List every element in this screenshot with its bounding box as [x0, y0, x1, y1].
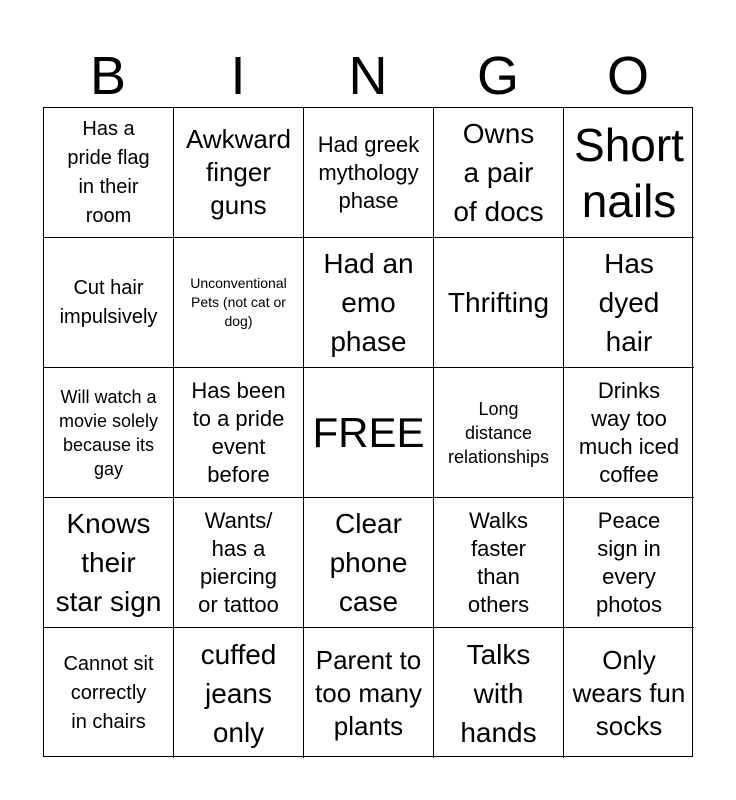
cell-text: FREE: [312, 408, 425, 456]
bingo-cell-g3[interactable]: [434, 368, 564, 498]
bingo-cell-b3[interactable]: [44, 368, 174, 498]
header-letter-o: O: [606, 46, 649, 106]
cell-text: Has dyed hair: [598, 248, 660, 357]
bingo-cell-i2[interactable]: [174, 238, 304, 368]
bingo-cell-o4[interactable]: [564, 498, 694, 628]
header-letter-g: G: [476, 46, 519, 106]
cell-text: Clear phone case: [329, 508, 408, 617]
bingo-cell-g2[interactable]: [434, 238, 564, 368]
cell-text: Wants/ has a piercing or tattoo: [198, 507, 279, 617]
bingo-cell-o2[interactable]: [564, 238, 694, 368]
cell-text: Thrifting: [447, 287, 550, 318]
bingo-cell-g1[interactable]: [434, 108, 564, 238]
bingo-cell-b4[interactable]: [44, 498, 174, 628]
cell-text: Only wears fun socks: [572, 644, 686, 741]
bingo-cell-n5[interactable]: [304, 628, 434, 758]
cell-text: Talks with hands: [460, 638, 537, 748]
header-letter-i: I: [230, 46, 246, 106]
bingo-cell-g5[interactable]: [434, 628, 564, 758]
cell-text: Walks faster than others: [467, 507, 530, 617]
cell-text: Cannot sit correctly in chairs: [63, 652, 154, 733]
cell-text: Cut hair impulsively: [59, 276, 158, 328]
bingo-cell-b5[interactable]: [44, 628, 174, 758]
bingo-board: [43, 107, 693, 757]
cell-text: Owns a pair of docs: [453, 118, 544, 227]
bingo-cell-free[interactable]: [304, 368, 434, 498]
bingo-cell-i4[interactable]: [174, 498, 304, 628]
bingo-cell-n2[interactable]: [304, 238, 434, 368]
cell-text: Will watch a movie solely because its gay: [58, 386, 159, 479]
bingo-header: [43, 44, 693, 108]
bingo-cell-o3[interactable]: [564, 368, 694, 498]
cell-text: Had an emo phase: [323, 248, 414, 357]
bingo-cell-i3[interactable]: [174, 368, 304, 498]
bingo-cell-o1[interactable]: [564, 108, 694, 238]
cell-text: Short nails: [574, 118, 684, 227]
cell-text: Drinks way too much iced coffee: [578, 377, 680, 487]
header-letter-b: B: [89, 46, 127, 106]
cell-text: Has a pride flag in their room: [67, 117, 150, 227]
cell-text: Has been to a pride event before: [191, 377, 286, 487]
cell-text: Parent to too many plants: [315, 644, 422, 741]
bingo-cell-i5[interactable]: [174, 628, 304, 758]
bingo-cell-i1[interactable]: [174, 108, 304, 238]
bingo-cell-b1[interactable]: [44, 108, 174, 238]
cell-text: cuffed jeans only: [200, 638, 277, 748]
bingo-cell-n1[interactable]: [304, 108, 434, 238]
bingo-cell-n4[interactable]: [304, 498, 434, 628]
bingo-cell-o5[interactable]: [564, 628, 694, 758]
cell-text: Knows their star sign: [55, 508, 162, 617]
cell-text: Awkward finger guns: [185, 124, 291, 220]
cell-text: Long distance relationships: [447, 398, 550, 467]
bingo-cell-g4[interactable]: [434, 498, 564, 628]
cell-text: Unconventional Pets (not cat or dog): [190, 275, 287, 329]
cell-text: Peace sign in every photos: [595, 507, 663, 617]
bingo-cell-b2[interactable]: [44, 238, 174, 368]
header-letter-n: N: [348, 46, 388, 106]
cell-text: Had greek mythology phase: [317, 131, 420, 213]
